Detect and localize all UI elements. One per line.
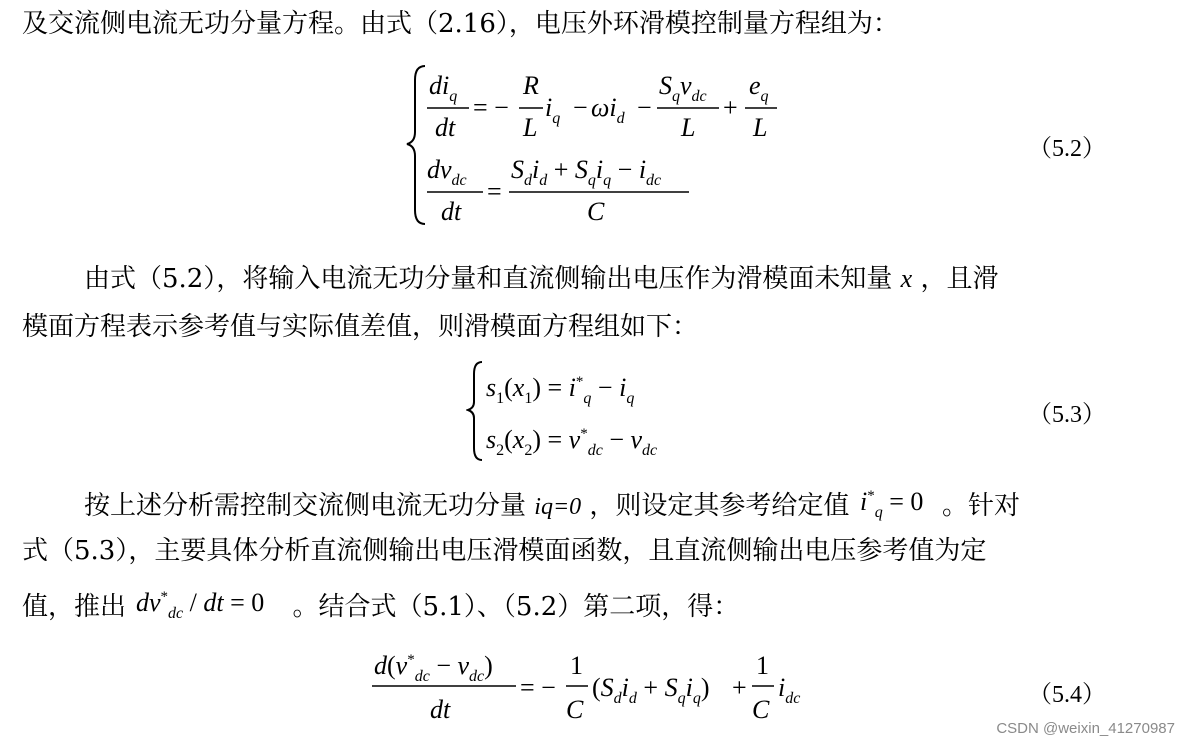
eq52b-den: C xyxy=(587,197,605,226)
eq52-minus: − xyxy=(573,93,588,122)
eq53-line1: $s_1(x_1) = i^*_q - i_q$ xyxy=(486,373,635,407)
equation-5-4 xyxy=(370,640,850,740)
svg-text:i*q = 0: $i^*_q = 0$ xyxy=(859,487,924,521)
math-dv-dt-zero xyxy=(134,585,284,625)
eq52-t1-den: L xyxy=(523,113,538,142)
eq52-minus2: − xyxy=(637,93,652,122)
equation-number: （5.2） xyxy=(1028,136,1106,162)
eq54-frac2-num: 1 xyxy=(756,651,769,680)
text-span: 。结合式（5.1）、（5.2）第二项，得： xyxy=(292,592,740,622)
eq52-t2: $\omega i_d$ xyxy=(591,93,625,127)
watermark: CSDN @weixin_41270987 xyxy=(996,720,1175,737)
paragraph-line xyxy=(22,311,698,343)
text-span: 及交流侧电流无功分量方程。由式（2.16），电压外环滑模控制量方程组为： xyxy=(22,9,899,39)
eq52-eq-sign: = − xyxy=(473,93,509,122)
eq52-t3-num: $S_qv_{dc}$ xyxy=(659,71,707,105)
eq54-plus: + xyxy=(732,673,747,702)
text-span: ，且滑 xyxy=(920,264,999,294)
left-brace xyxy=(468,362,482,460)
text-span: 。针对 xyxy=(941,491,1020,521)
eq54-lhs-num: $d(v^*_{dc} - v_{dc})$ xyxy=(374,651,493,685)
eq52-t1-var: $i_q$ xyxy=(545,93,561,127)
paragraph-line xyxy=(22,535,986,567)
eq53-line2: $s_2(x_2) = v^*_{dc} - v_{dc}$ xyxy=(486,425,658,459)
equation-number: （5.3） xyxy=(1028,402,1106,428)
math-inline: iq=0 xyxy=(534,494,582,520)
eq54-eq: = − xyxy=(520,673,556,702)
eq54-paren: $(S_di_d + S_qi_q)$ xyxy=(592,673,710,707)
eq52-t3-den: L xyxy=(681,113,696,142)
eq52b-eq: = xyxy=(487,177,502,206)
text-span: 模面方程表示参考值与实际值差值，则滑模面方程组如下： xyxy=(22,312,699,342)
equation-5-2 xyxy=(405,60,825,230)
eq52-plus: + xyxy=(723,93,738,122)
eq52-lhs-den: dt xyxy=(435,113,456,142)
eq54-idc: $i_{dc}$ xyxy=(778,673,801,707)
equation-number: （5.4） xyxy=(1028,682,1106,708)
eq52-lhs-num: $di_q$ xyxy=(429,71,458,105)
left-brace xyxy=(407,66,425,224)
eq54-frac1-num: 1 xyxy=(570,651,583,680)
text-span: 按上述分析需控制交流侧电流无功分量 xyxy=(84,491,527,521)
eq54-lhs-den: dt xyxy=(430,695,451,724)
eq52-t4-num: $e_q$ xyxy=(749,71,769,105)
eq54-frac1-den: C xyxy=(566,695,584,724)
math-istar-eq-zero xyxy=(858,484,934,524)
eq54-frac2-den: C xyxy=(752,695,770,724)
svg-text:dv*dc / dt = 0: $dv^*_{dc}$ / dt = 0 xyxy=(136,588,265,622)
paragraph-line xyxy=(84,263,998,295)
text-span: 式（5.3），主要具体分析直流侧输出电压滑模面函数，且直流侧输出电压参考值为定 xyxy=(22,536,987,566)
eq52b-lhs-den: dt xyxy=(441,197,462,226)
math-var: x xyxy=(900,264,913,293)
eq52b-num: $S_di_d + S_qi_q - i_{dc}$ xyxy=(511,155,662,189)
equation-5-3 xyxy=(466,356,726,466)
text-span: ，则设定其参考给定值 xyxy=(589,491,850,521)
text-span: 由式（5.2），将输入电流无功分量和直流侧输出电压作为滑模面未知量 xyxy=(84,264,893,294)
paragraph-line xyxy=(22,585,739,625)
paragraph-line xyxy=(84,484,1020,524)
eq52-t4-den: L xyxy=(753,113,768,142)
paragraph-line xyxy=(22,8,899,40)
text-span: 值，推出 xyxy=(22,592,127,622)
eq52b-lhs-num: $dv_{dc}$ xyxy=(427,155,467,189)
eq52-t1-num: R xyxy=(523,71,539,100)
